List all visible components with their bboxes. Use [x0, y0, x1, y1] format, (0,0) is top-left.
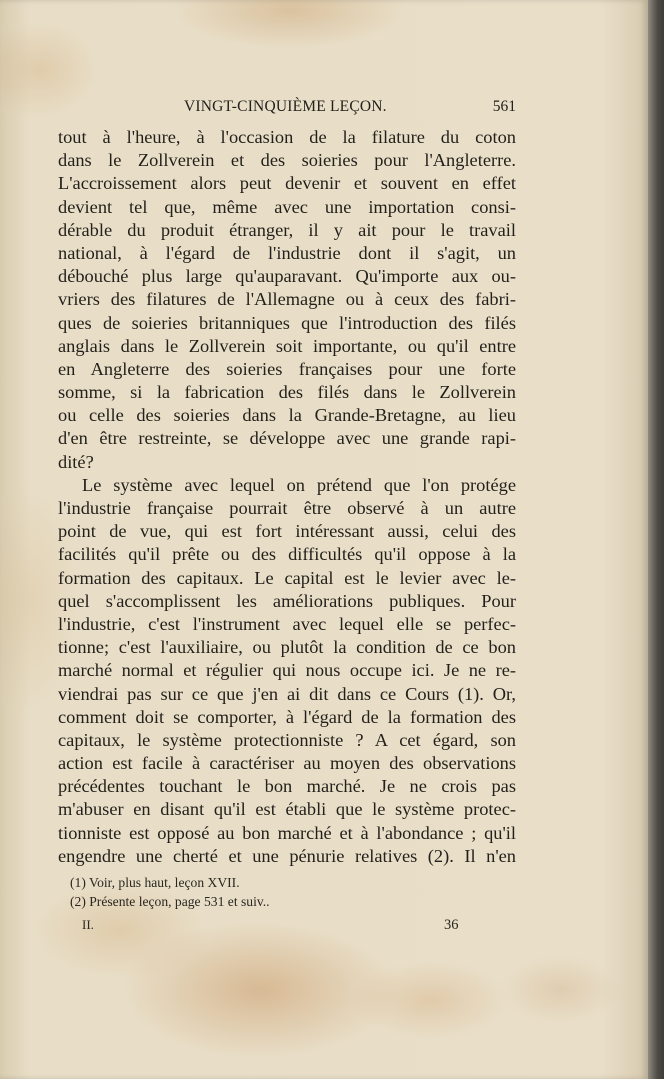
- text-line: national, à l'égard de l'industrie dont il s'agit, un: [58, 242, 516, 263]
- running-head: VINGT-CINQUIÈME LEÇON.: [184, 98, 387, 115]
- text-line: devient tel que, même avec une importation consi-: [58, 196, 516, 217]
- text-line: tout à l'heure, à l'occasion de la filature du coton: [58, 127, 516, 147]
- text-line: point de vue, qui est fort intéressant aussi, celui des: [58, 521, 516, 542]
- text-line: L'accroissement alors peut devenir et souvent en effet: [58, 173, 516, 194]
- text-line: somme, si la fabrication des filés dans le Zollverein: [58, 382, 516, 403]
- page-edge-shadow: [648, 0, 664, 1079]
- text-line: dérable du produit étranger, il y ait pour le travail: [58, 219, 516, 240]
- text-line: facilités qu'il prête ou des difficultés qu'il oppose à la: [58, 544, 516, 565]
- footnote: (1) Voir, plus haut, leçon XVII.: [70, 875, 240, 890]
- text-line: en Angleterre des soieries françaises pour une forte: [58, 358, 516, 379]
- text-line: action est facile à caractériser au moyen des observations: [58, 753, 516, 774]
- text-line: m'abuser en disant qu'il est établi que le système protec-: [58, 799, 516, 820]
- footnote: (2) Présente leçon, page 531 et suiv..: [70, 894, 270, 909]
- text-line: formation des capitaux. Le capital est le levier avec le-: [58, 567, 516, 588]
- text-line: quel s'accomplissent les améliorations publiques. Pour: [58, 590, 516, 611]
- text-line: tionniste est opposé au bon marché et à l'abondance ; qu'il: [58, 822, 516, 843]
- text-line: marché normal et régulier qui nous occupe ici. Je ne re-: [58, 660, 516, 681]
- text-line: viendrai pas sur ce que j'en ai dit dans ce Cours (1). Or,: [58, 683, 516, 704]
- text-line: capitaux, le système protectionniste ? A cet égard, son: [58, 729, 516, 750]
- text-line: débouché plus large qu'auparavant. Qu'importe aux ou-: [58, 266, 516, 287]
- signature-mark: II.: [82, 917, 94, 932]
- text-line: tionne; c'est l'auxiliaire, ou plutôt la condition de ce bon: [58, 637, 516, 658]
- body-text: [58, 126, 516, 868]
- text-line: comment doit se comporter, à l'égard de la formation des: [58, 706, 516, 727]
- text-line: l'industrie française pourrait être observé à un autre: [58, 498, 516, 518]
- page-number: 561: [492, 98, 516, 115]
- text-line: dité?: [58, 451, 94, 472]
- text-line: dans le Zollverein et des soieries pour l'Angleterre.: [58, 150, 516, 171]
- text-line: précédentes touchant le bon marché. Je ne crois pas: [58, 776, 516, 797]
- footnotes: [70, 873, 470, 911]
- text-line: engendre une cherté et une pénurie relatives (2). Il n'en: [58, 845, 516, 866]
- text-line: ques de soieries britanniques que l'introduction des filés: [58, 312, 516, 333]
- text-line: anglais dans le Zollverein soit importante, ou qu'il entre: [58, 335, 516, 356]
- sheet-number: 36: [444, 917, 459, 933]
- text-line: ou celle des soieries dans la Grande-Bretagne, au lieu: [58, 405, 516, 426]
- text-line: d'en être restreinte, se développe avec une grande rapi-: [58, 428, 516, 449]
- page-header: [58, 98, 516, 124]
- text-line: l'industrie, c'est l'instrument avec lequel elle se perfec-: [58, 613, 516, 634]
- text-line: vriers des filatures de l'Allemagne ou à ceux des fabri-: [58, 289, 516, 310]
- text-line: Le système avec lequel on prétend que l'on protége: [82, 474, 516, 495]
